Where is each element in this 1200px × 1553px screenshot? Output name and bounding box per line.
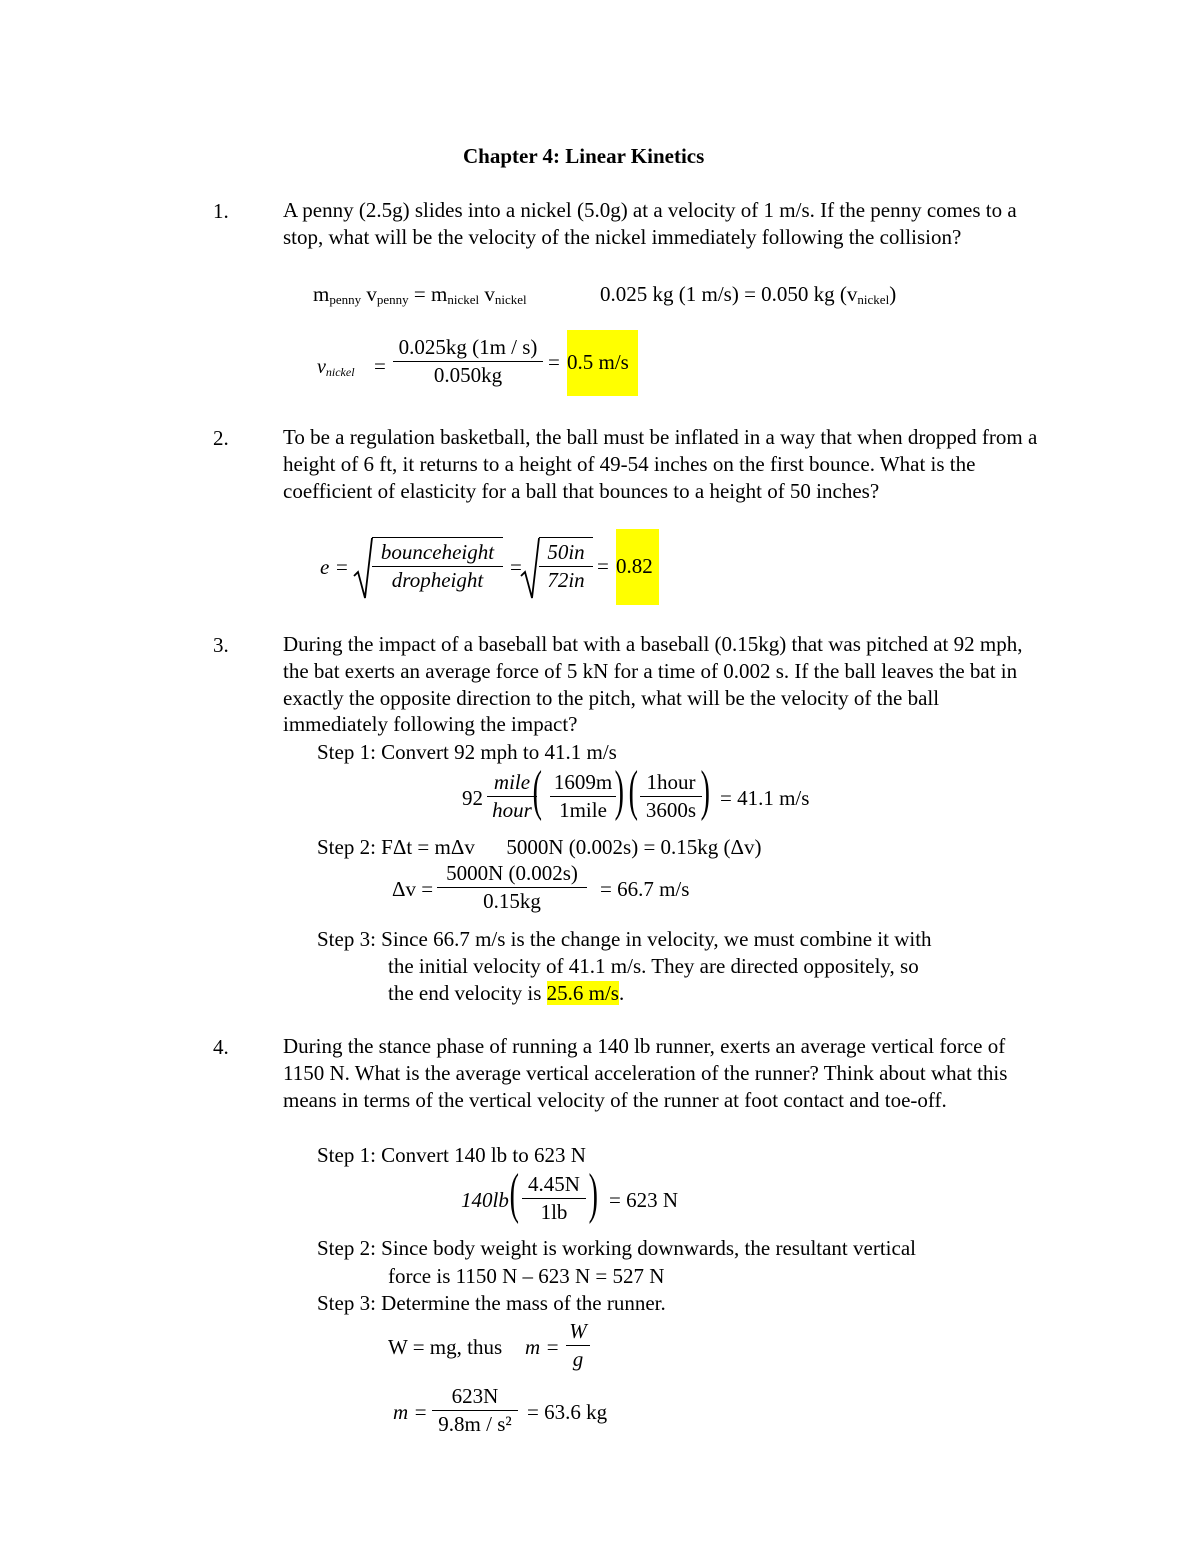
fraction-numerator: mile — [493, 770, 531, 794]
step-2-line-1: Step 2: Since body weight is working downwards, the resultant vertical — [317, 1236, 916, 1260]
delta-v-result: = 66.7 m/s — [600, 877, 690, 901]
step-3-line-3: the end velocity is 25.6 m/s. — [388, 981, 625, 1005]
square-root-sign — [353, 536, 373, 602]
mile-per-hour-fraction — [487, 772, 537, 821]
step-3: Step 3: Determine the mass of the runner. — [317, 1291, 666, 1315]
height-ratio-fraction — [539, 542, 593, 591]
delta-v-label: Δv = — [392, 877, 434, 901]
fraction-denominator: dropheight — [391, 568, 484, 592]
fraction-denominator: 0.15kg — [483, 889, 541, 913]
mass-symbol: m = — [525, 1335, 560, 1359]
question-1-number: 1. — [213, 199, 229, 223]
question-2-number: 2. — [213, 426, 229, 450]
mass-result: = 63.6 kg — [527, 1400, 608, 1424]
fraction-denominator: 72in — [547, 568, 585, 592]
conversion-lead: 92 — [462, 786, 483, 810]
right-parenthesis: ) — [700, 760, 710, 822]
nickel-velocity-fraction — [393, 337, 543, 386]
step-3-line-1: Step 3: Since 66.7 m/s is the change in velocity, we must combine it with — [317, 927, 932, 951]
coefficient-symbol: e = — [320, 555, 349, 579]
fraction-numerator: 5000N (0.002s) — [446, 861, 578, 885]
mass-calculation-fraction — [432, 1386, 518, 1435]
mass-symbol: m = — [393, 1400, 428, 1424]
radical-bar — [372, 537, 503, 538]
page-title: Chapter 4: Linear Kinetics — [463, 144, 705, 168]
momentum-equation-numeric: 0.025 kg (1 m/s) = 0.050 kg $(v_{nickel})$ — [600, 282, 897, 307]
equals-sign: = — [510, 555, 522, 579]
left-parenthesis: ( — [532, 760, 542, 822]
step-1: Step 1: Convert 140 lb to 623 N — [317, 1143, 586, 1167]
question-3-number: 3. — [213, 633, 229, 657]
fraction-numerator: 1hour — [646, 770, 696, 794]
fraction-numerator: 0.025kg (1m / s) — [398, 335, 538, 359]
answer-2: 0.82 — [616, 554, 653, 578]
equals-sign: = — [374, 354, 386, 378]
equals-sign: = — [548, 350, 560, 374]
left-parenthesis: ( — [509, 1163, 519, 1225]
fraction-numerator: 1609m — [553, 770, 613, 794]
fraction-denominator: 0.050kg — [433, 363, 503, 387]
step-1: Step 1: Convert 92 mph to 41.1 m/s — [317, 740, 617, 764]
fraction-denominator: hour — [492, 798, 532, 822]
fraction-numerator: bounceheight — [380, 540, 495, 564]
right-parenthesis: ) — [614, 760, 624, 822]
fraction-numerator: 4.45N — [528, 1172, 580, 1196]
conversion-lead: 140lb — [461, 1188, 509, 1212]
fraction-denominator: 3600s — [645, 798, 697, 822]
fraction-denominator: g — [572, 1347, 584, 1371]
equals-sign: = — [597, 554, 609, 578]
delta-v-fraction — [437, 863, 587, 912]
square-root-sign — [520, 536, 540, 602]
mass-formula-fraction — [566, 1321, 590, 1370]
question-3-text: During the impact of a baseball bat with a baseball (0.15kg) that was pitched at 92 mph, the bat exerts an average force of 5 kN for a time of 0.002 s. If the ball leaves the bat in exactly the opposite direction to the pitch, what will be the velocity of the ball immediately following the impact? — [283, 632, 1023, 737]
fraction-numerator: 50in — [547, 540, 585, 564]
answer-3: 25.6 m/s — [546, 981, 619, 1005]
momentum-equation-symbolic: $m_{penny}$ $v_{penny} = m_{nickel}$ $v_{nickel}$ — [313, 282, 527, 307]
hours-per-second-fraction — [640, 772, 702, 821]
meters-per-mile-fraction — [550, 772, 616, 821]
fraction-denominator: 1lb — [540, 1200, 568, 1224]
right-parenthesis: ) — [588, 1163, 598, 1225]
conversion-result: = 623 N — [609, 1188, 679, 1212]
fraction-denominator: 9.8m / s² — [438, 1412, 512, 1436]
newtons-per-pound-fraction — [522, 1174, 586, 1223]
fraction-numerator: W — [569, 1319, 587, 1343]
question-2-text: To be a regulation basketball, the ball must be inflated in a way that when dropped from a height of 6 ft, it returns to a height of 49-54 inches on the first bounce. What is the coefficient of elasticity for a ball that bounces to a height of 50 inches? — [283, 425, 1038, 503]
conversion-result: = 41.1 m/s — [720, 786, 810, 810]
question-1-text: A penny (2.5g) slides into a nickel (5.0g) at a velocity of 1 m/s. If the penny comes to a stop, what will be the velocity of the nickel immediately following the collision? — [283, 198, 1017, 249]
elasticity-fraction — [372, 542, 503, 591]
radical-bar — [539, 537, 593, 538]
fraction-denominator: 1mile — [559, 798, 607, 822]
step-2-line-2: force is 1150 N – 623 N = 527 N — [388, 1264, 665, 1288]
question-4-number: 4. — [213, 1035, 229, 1059]
weight-equation-text: W = mg, thus — [388, 1335, 508, 1359]
question-4-text: During the stance phase of running a 140 lb runner, exerts an average vertical force of 1150 N. What is the average vertical acceleration of the runner? Think about what this means in terms of the vertical velocity of the runner at foot contact and toe-off. — [283, 1034, 1008, 1112]
step-2: Step 2: FΔt = mΔv 5000N (0.002s) = 0.15kg (Δv) — [317, 835, 762, 859]
fraction-numerator: 623N — [451, 1384, 499, 1408]
left-parenthesis: ( — [628, 760, 638, 822]
answer-1: 0.5 m/s — [567, 350, 629, 374]
step-3-line-2: the initial velocity of 41.1 m/s. They are directed oppositely, so — [388, 954, 919, 978]
v-nickel-label: $v_{nickel}$ — [317, 356, 355, 379]
